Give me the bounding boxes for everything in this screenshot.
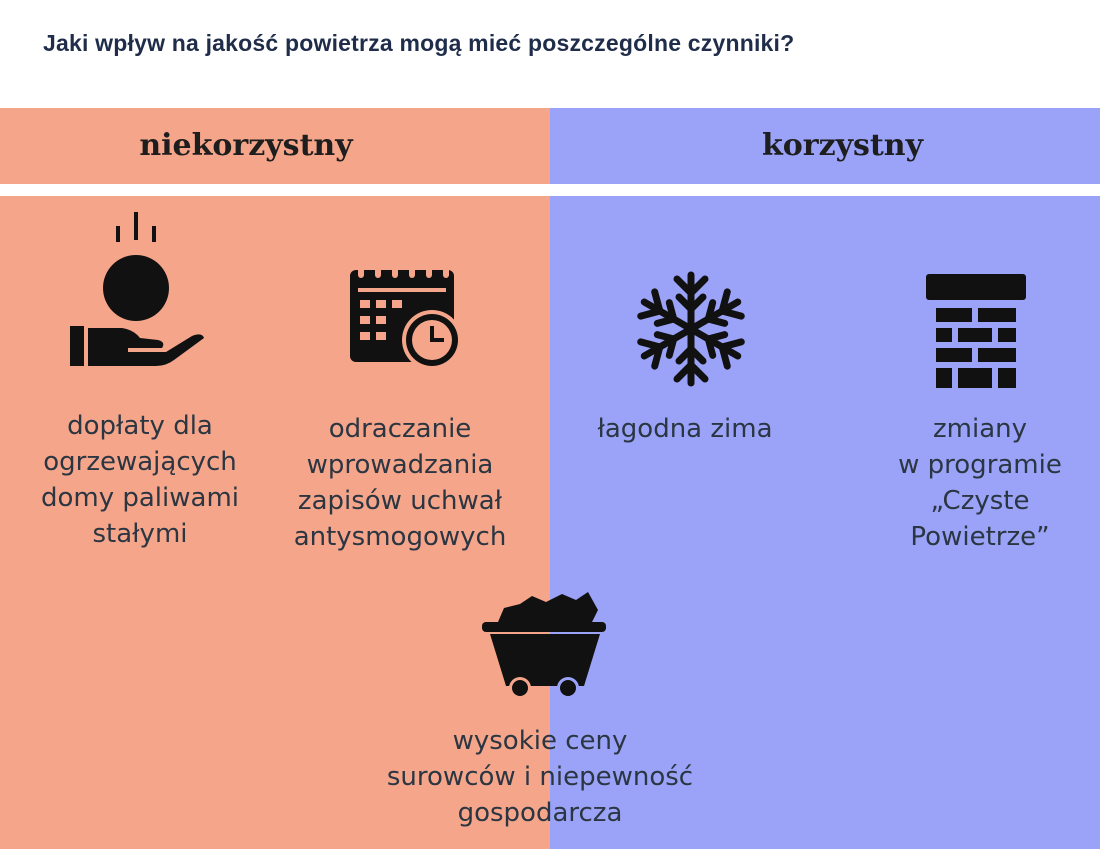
page-title: Jaki wpływ na jakość powietrza mogą mieć poszczególne czynniki?	[43, 30, 795, 56]
item-label-mild-winter: łagodna zima	[597, 414, 773, 444]
coal-cart-icon	[480, 590, 610, 700]
item-label-clean-air-program: zmiany w programie „Czyste Powietrze”	[898, 414, 1062, 552]
header-divider	[0, 184, 1100, 196]
item-label-postponement: odraczanie wprowadzania zapisów uchwał antysmogowych	[293, 414, 507, 552]
coin-in-hand-icon	[62, 212, 212, 372]
negative-header: niekorzystny	[139, 128, 353, 163]
calendar-clock-icon	[350, 262, 465, 372]
positive-header: korzystny	[761, 128, 924, 163]
chimney-icon	[926, 272, 1028, 392]
item-label-prices: wysokie ceny surowców i niepewność gospodarcza	[386, 726, 694, 828]
snowflake-icon	[636, 268, 746, 390]
item-label-subsidies: dopłaty dla ogrzewających domy paliwami stałymi	[40, 411, 240, 549]
